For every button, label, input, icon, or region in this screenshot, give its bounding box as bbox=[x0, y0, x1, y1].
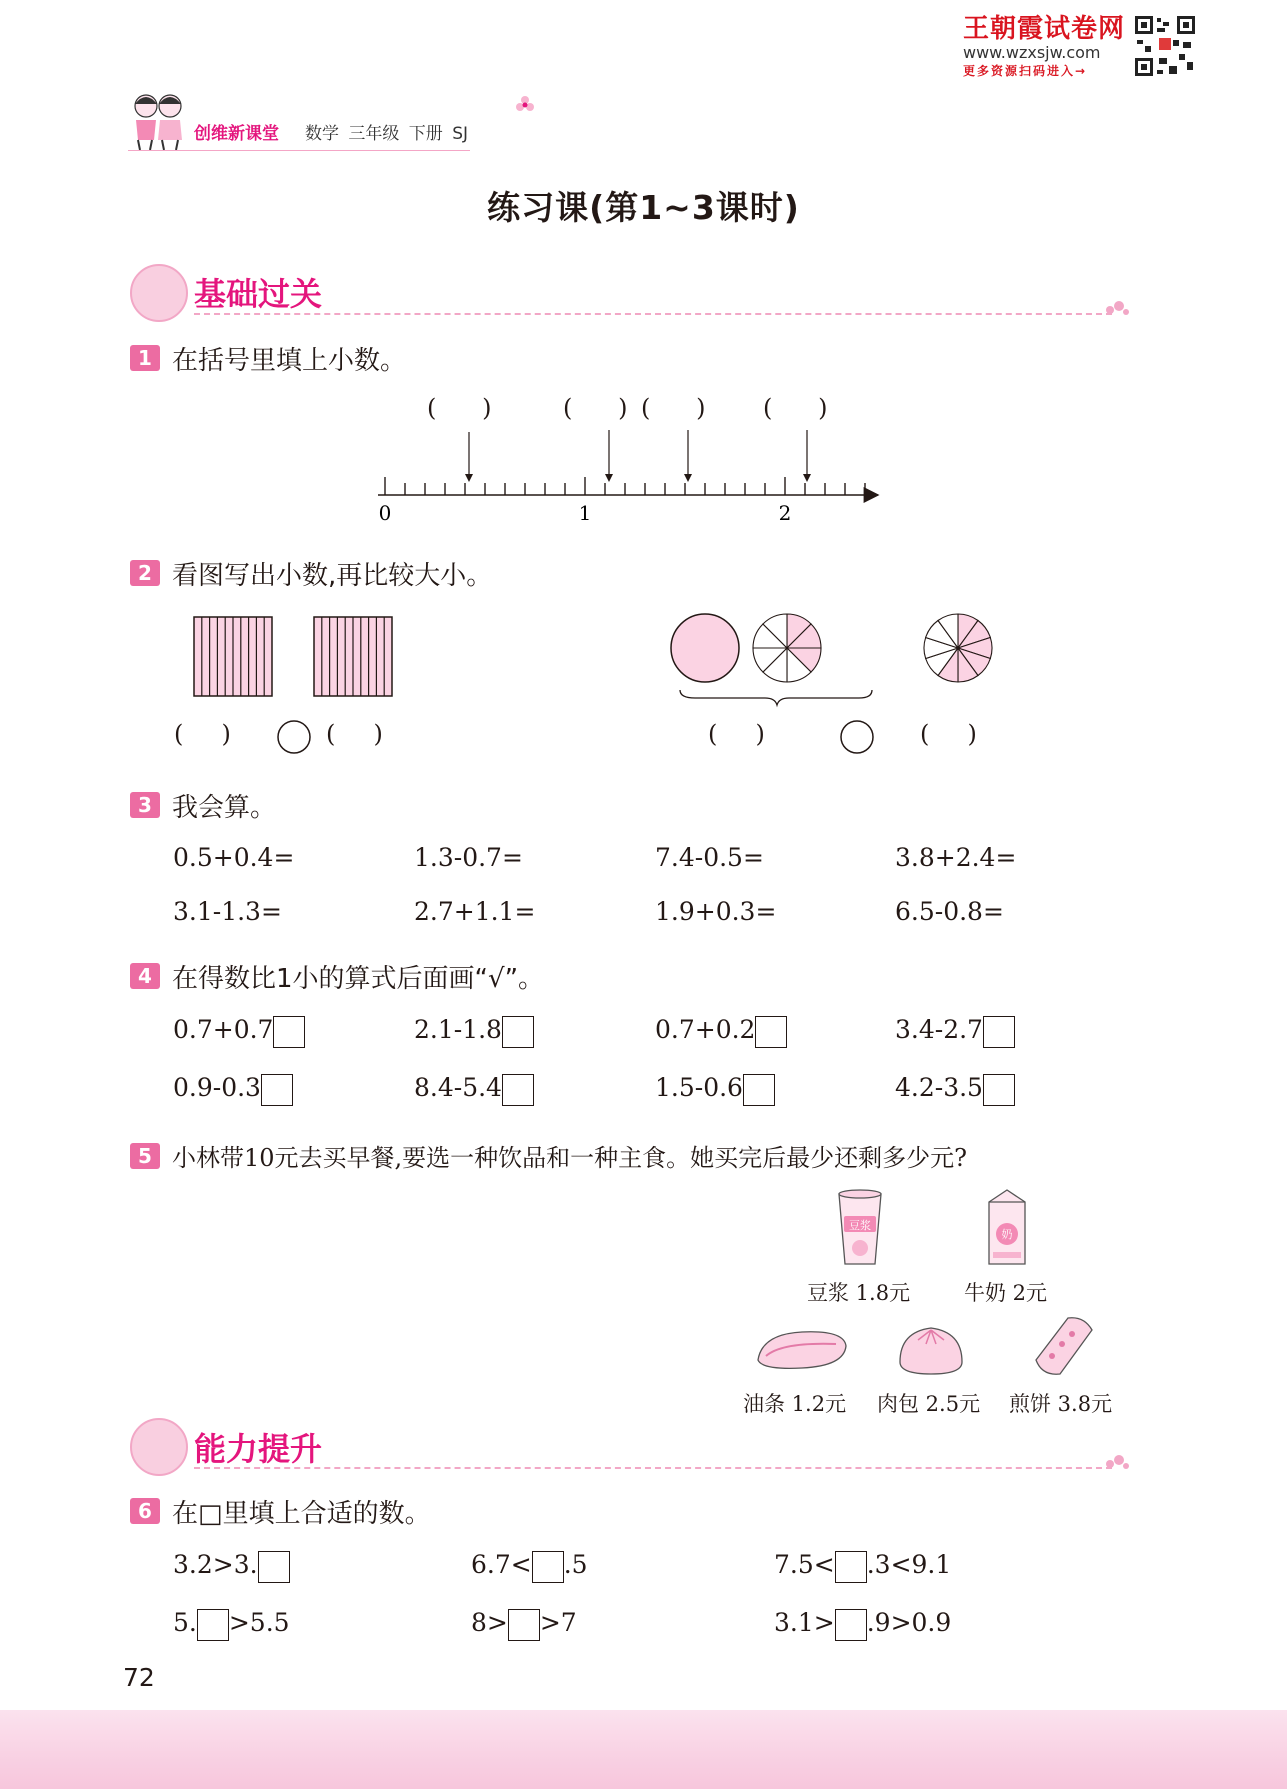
answer-blank[interactable]: ( ) bbox=[563, 394, 628, 422]
number-line-label-2: 2 bbox=[778, 501, 792, 525]
milk-carton-icon bbox=[983, 1188, 1031, 1270]
question-text: 在括号里填上小数。 bbox=[172, 346, 407, 376]
item-label-milk: 牛奶 2元 bbox=[964, 1281, 1048, 1305]
calc-expression: 2.1-1.8 bbox=[414, 1015, 502, 1044]
answer-blank[interactable]: ( ) bbox=[708, 720, 765, 748]
calc-expression: 1.5-0.6 bbox=[655, 1073, 743, 1102]
qr-code-icon[interactable] bbox=[1133, 14, 1197, 78]
check-box[interactable] bbox=[273, 1016, 305, 1048]
number-line-label-1: 1 bbox=[578, 501, 592, 525]
number-line bbox=[370, 420, 890, 530]
number-line-label-0: 0 bbox=[378, 501, 392, 525]
pancake-icon bbox=[1028, 1310, 1100, 1382]
brand-more: 更多资源扫码进入→ bbox=[963, 64, 1088, 78]
calc-expression: 1.9+0.3= bbox=[655, 897, 777, 926]
fried-dough-icon bbox=[752, 1322, 852, 1376]
question-text: 看图写出小数,再比较大小。 bbox=[172, 561, 493, 591]
answer-blank[interactable]: ( ) bbox=[641, 394, 706, 422]
check-item bbox=[414, 1073, 534, 1106]
check-box[interactable] bbox=[983, 1074, 1015, 1106]
fill-item bbox=[774, 1608, 951, 1641]
flower-icon bbox=[514, 94, 536, 116]
brand-url[interactable]: www.wzxsjw.com bbox=[963, 43, 1101, 62]
check-box[interactable] bbox=[502, 1016, 534, 1048]
item-label-bun: 肉包 2.5元 bbox=[877, 1392, 981, 1416]
calc-expression: 1.3-0.7= bbox=[414, 843, 523, 872]
fill-box[interactable] bbox=[835, 1551, 867, 1583]
brand-logo bbox=[963, 8, 1125, 79]
dots-decoration-icon bbox=[1104, 1452, 1130, 1472]
inequality-left: 6.7< bbox=[471, 1550, 532, 1579]
check-item bbox=[895, 1073, 1015, 1106]
question-number: 5 bbox=[130, 1143, 160, 1169]
inequality-right: >5.5 bbox=[228, 1608, 290, 1637]
inequality-right: .5 bbox=[563, 1550, 588, 1579]
answer-blank[interactable]: ( ) bbox=[763, 394, 828, 422]
question-number: 2 bbox=[130, 560, 160, 586]
check-item bbox=[173, 1073, 293, 1106]
kids-mascot-icon bbox=[126, 88, 192, 154]
inequality-right: .9>0.9 bbox=[866, 1608, 952, 1637]
fill-item bbox=[471, 1550, 588, 1583]
question-number: 3 bbox=[130, 792, 160, 818]
calc-expression: 0.7+0.7 bbox=[173, 1015, 274, 1044]
header-divider bbox=[128, 150, 470, 151]
answer-blank[interactable]: ( ) bbox=[326, 720, 383, 748]
check-box[interactable] bbox=[983, 1016, 1015, 1048]
calc-expression: 3.8+2.4= bbox=[895, 843, 1017, 872]
calc-expression: 8.4-5.4 bbox=[414, 1073, 502, 1102]
compare-circle[interactable] bbox=[276, 719, 312, 755]
check-box[interactable] bbox=[755, 1016, 787, 1048]
fill-box[interactable] bbox=[508, 1609, 540, 1641]
fill-item bbox=[471, 1608, 577, 1641]
striped-rectangle-left bbox=[193, 616, 273, 697]
check-item bbox=[655, 1015, 787, 1048]
soy-milk-cup-icon bbox=[835, 1188, 885, 1270]
check-item bbox=[895, 1015, 1015, 1048]
fill-item bbox=[173, 1550, 290, 1583]
inequality-left: 7.5< bbox=[774, 1550, 835, 1579]
striped-rectangle-right bbox=[313, 616, 393, 697]
calc-expression: 2.7+1.1= bbox=[414, 897, 536, 926]
section-title-advanced: 能力提升 bbox=[194, 1430, 323, 1468]
fill-box[interactable] bbox=[258, 1551, 290, 1583]
answer-blank[interactable]: ( ) bbox=[920, 720, 977, 748]
book-info: 数学 三年级 下册 SJ bbox=[305, 124, 469, 144]
compare-circle[interactable] bbox=[839, 719, 875, 755]
fill-item bbox=[774, 1550, 951, 1583]
check-item bbox=[414, 1015, 534, 1048]
item-label-soymilk: 豆浆 1.8元 bbox=[807, 1281, 911, 1305]
inequality-left: 5. bbox=[173, 1608, 197, 1637]
item-label-pancake: 煎饼 3.8元 bbox=[1009, 1392, 1113, 1416]
page-number: 72 bbox=[123, 1663, 155, 1692]
calc-expression: 3.1-1.3= bbox=[173, 897, 282, 926]
inequality-right: >7 bbox=[539, 1608, 577, 1637]
answer-blank[interactable]: ( ) bbox=[174, 720, 231, 748]
item-label-youtiao: 油条 1.2元 bbox=[743, 1392, 847, 1416]
inequality-right: .3<9.1 bbox=[866, 1550, 952, 1579]
question-number: 4 bbox=[130, 963, 160, 989]
milk-label: 奶 bbox=[1001, 1228, 1013, 1241]
check-box[interactable] bbox=[502, 1074, 534, 1106]
calc-expression: 0.9-0.3 bbox=[173, 1073, 261, 1102]
steamed-bun-icon bbox=[896, 1322, 966, 1378]
book-title: 创维新课堂 bbox=[194, 124, 279, 144]
fill-item bbox=[173, 1608, 290, 1641]
section-divider bbox=[194, 313, 1112, 315]
question-text: 小林带10元去买早餐,要选一种饮品和一种主食。她买完后最少还剩多少元? bbox=[172, 1144, 968, 1172]
calc-expression: 4.2-3.5 bbox=[895, 1073, 983, 1102]
section-title-basic: 基础过关 bbox=[194, 275, 323, 313]
lesson-title: 练习课(第1~3课时) bbox=[487, 188, 800, 227]
check-item bbox=[173, 1015, 305, 1048]
section-divider bbox=[194, 1467, 1112, 1469]
answer-blank[interactable]: ( ) bbox=[427, 394, 492, 422]
calc-expression: 0.7+0.2 bbox=[655, 1015, 756, 1044]
cup-label: 豆浆 bbox=[849, 1219, 871, 1232]
inequality-left: 3.2>3. bbox=[173, 1550, 258, 1579]
brand-name: 王朝霞试卷网 bbox=[963, 14, 1126, 44]
question-number: 1 bbox=[130, 345, 160, 371]
fill-box[interactable] bbox=[532, 1551, 564, 1583]
question-text: 在得数比1小的算式后面画“√”。 bbox=[172, 964, 545, 994]
fill-box[interactable] bbox=[835, 1609, 867, 1641]
calc-expression: 6.5-0.8= bbox=[895, 897, 1004, 926]
fill-box[interactable] bbox=[197, 1609, 229, 1641]
section-badge-advanced-icon bbox=[130, 1418, 188, 1476]
check-box[interactable] bbox=[261, 1074, 293, 1106]
fraction-circles bbox=[665, 610, 1005, 710]
dots-decoration-icon bbox=[1104, 298, 1130, 318]
calc-expression: 7.4-0.5= bbox=[655, 843, 764, 872]
check-box[interactable] bbox=[743, 1074, 775, 1106]
inequality-left: 3.1> bbox=[774, 1608, 835, 1637]
question-text: 在□里填上合适的数。 bbox=[172, 1499, 431, 1529]
question-number: 6 bbox=[130, 1498, 160, 1524]
calc-expression: 0.5+0.4= bbox=[173, 843, 295, 872]
calc-expression: 3.4-2.7 bbox=[895, 1015, 983, 1044]
inequality-left: 8> bbox=[471, 1608, 508, 1637]
footer-band bbox=[0, 1710, 1287, 1789]
check-item bbox=[655, 1073, 775, 1106]
question-text: 我会算。 bbox=[172, 793, 277, 823]
section-badge-basic-icon bbox=[130, 264, 188, 322]
